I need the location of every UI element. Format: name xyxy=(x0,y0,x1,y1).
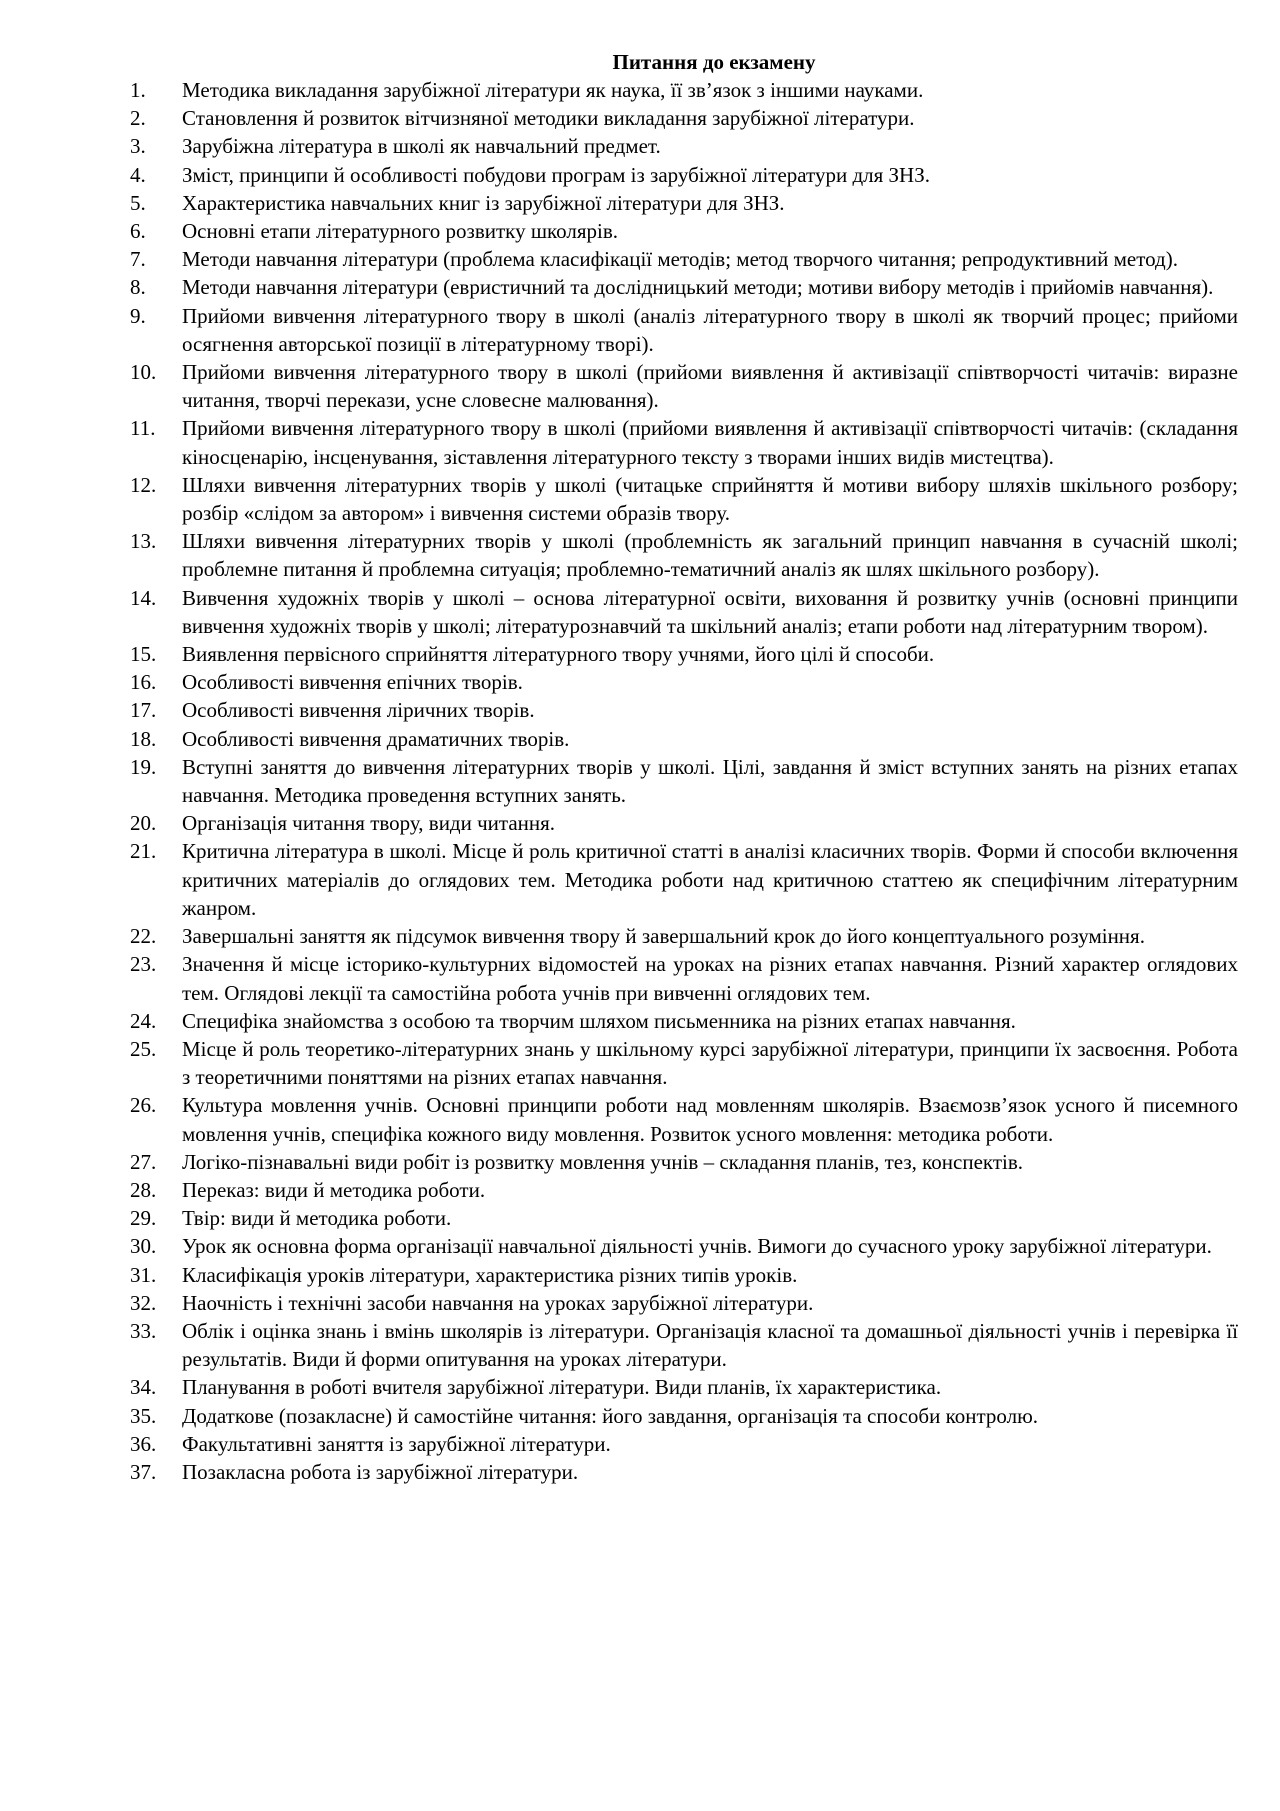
question-text: Виявлення первісного сприйняття літературного твору учнями, його цілі й способи. xyxy=(182,642,935,667)
question-text: Позакласна робота із зарубіжної літератури. xyxy=(182,1459,579,1484)
question-item xyxy=(130,189,1238,217)
question-text: Твір: види й методика роботи. xyxy=(182,1206,452,1231)
question-number: 35. xyxy=(130,1403,157,1428)
question-text: Методи навчання літератури (проблема класифікації методів; метод творчого читання; репродуктивний метод). xyxy=(182,247,1178,272)
question-item xyxy=(130,809,1238,837)
question-item xyxy=(130,1430,1238,1458)
question-number: 14. xyxy=(130,585,157,610)
question-number: 28. xyxy=(130,1177,157,1202)
question-number: 36. xyxy=(130,1431,157,1456)
question-number: 17. xyxy=(130,698,157,723)
question-text: Зарубіжна література в школі як навчальний предмет. xyxy=(182,134,661,159)
question-list xyxy=(130,76,1238,1486)
question-text: Методи навчання літератури (евристичний та дослідницький методи; мотиви вибору методів і прийомів навчання). xyxy=(182,275,1214,300)
question-text: Критична література в школі. Місце й роль критичної статті в аналізі класичних творів. Форми й способи включення критичних матеріалів до оглядових тем. Методика роботи над критичною статтею як специфічним літературним жанром. xyxy=(182,839,1238,920)
question-text: Планування в роботі вчителя зарубіжної літератури. Види планів, їх характеристика. xyxy=(182,1375,942,1400)
question-item xyxy=(130,696,1238,724)
question-item xyxy=(130,527,1238,583)
question-item xyxy=(130,1176,1238,1204)
question-text: Вступні заняття до вивчення літературних творів у школі. Цілі, завдання й зміст вступних занять на різних етапах навчання. Методика проведення вступних занять. xyxy=(182,754,1238,808)
question-number: 27. xyxy=(130,1149,157,1174)
question-item xyxy=(130,837,1238,922)
question-item xyxy=(130,1148,1238,1176)
question-number: 18. xyxy=(130,726,157,751)
question-text: Прийоми вивчення літературного твору в школі (аналіз літературного твору в школі як творчий процес; прийоми осягнення авторської позиції в літературному творі). xyxy=(182,303,1238,356)
question-number: 23. xyxy=(130,952,157,977)
question-text: Особливості вивчення ліричних творів. xyxy=(182,698,535,723)
question-text: Основні етапи літературного розвитку школярів. xyxy=(182,219,619,244)
question-number: 4. xyxy=(130,162,146,187)
question-item xyxy=(130,1317,1238,1373)
question-item xyxy=(130,640,1238,668)
question-number: 12. xyxy=(130,472,157,497)
question-number: 29. xyxy=(130,1206,157,1231)
document-page xyxy=(130,48,1238,1486)
question-number: 22. xyxy=(130,924,157,949)
question-number: 6. xyxy=(130,219,146,244)
question-text: Характеристика навчальних книг із зарубіжної літератури для ЗНЗ. xyxy=(182,190,785,215)
question-item xyxy=(130,1373,1238,1401)
question-item xyxy=(130,161,1238,189)
question-text: Переказ: види й методика роботи. xyxy=(182,1177,486,1202)
question-item xyxy=(130,1204,1238,1232)
question-number: 34. xyxy=(130,1375,157,1400)
question-text: Факультативні заняття із зарубіжної літератури. xyxy=(182,1431,611,1456)
question-item xyxy=(130,753,1238,809)
question-text: Місце й роль теоретико-літературних знань у шкільному курсі зарубіжної літератури, принципи їх засвоєння. Робота з теоретичними поняттями на різних етапах навчання. xyxy=(182,1036,1238,1090)
question-number: 24. xyxy=(130,1008,157,1033)
question-number: 20. xyxy=(130,811,157,836)
question-item xyxy=(130,76,1238,104)
question-text: Зміст, принципи й особливості побудови програм із зарубіжної літератури для ЗНЗ. xyxy=(182,162,930,187)
question-number: 21. xyxy=(130,839,157,864)
question-item xyxy=(130,358,1238,414)
question-item xyxy=(130,1261,1238,1289)
question-text: Особливості вивчення епічних творів. xyxy=(182,670,523,695)
question-number: 3. xyxy=(130,134,146,159)
question-item xyxy=(130,273,1238,301)
question-number: 1. xyxy=(130,78,146,102)
question-text: Становлення й розвиток вітчизняної методики викладання зарубіжної літератури. xyxy=(182,106,915,131)
question-item xyxy=(130,302,1238,358)
question-text: Завершальні заняття як підсумок вивчення твору й завершальний крок до його концептуального розуміння. xyxy=(182,924,1145,949)
question-text: Значення й місце історико-культурних відомостей на уроках на різних етапах навчання. Різний характер оглядових тем. Оглядові лекції та самостійна робота учнів при вивченні оглядових тем. xyxy=(182,952,1238,1005)
question-item xyxy=(130,668,1238,696)
question-item xyxy=(130,471,1238,527)
question-number: 2. xyxy=(130,106,146,131)
question-number: 9. xyxy=(130,303,146,328)
question-text: Особливості вивчення драматичних творів. xyxy=(182,726,570,751)
question-item xyxy=(130,1458,1238,1486)
question-text: Організація читання твору, види читання. xyxy=(182,811,556,836)
question-text: Логіко-пізнавальні види робіт із розвитку мовлення учнів – складання планів, тез, конспектів. xyxy=(182,1149,1023,1174)
question-text: Урок як основна форма організації навчальної діяльності учнів. Вимоги до сучасного уроку зарубіжної літератури. xyxy=(182,1234,1212,1259)
question-item xyxy=(130,922,1238,950)
question-number: 26. xyxy=(130,1093,157,1118)
question-item xyxy=(130,1035,1238,1091)
question-text: Вивчення художніх творів у школі – основа літературної освіти, виховання й розвитку учнів (основні принципи вивчення художніх творів у школі; літературознавчий та шкільний аналіз; етапи роботи над літературним твором). xyxy=(182,585,1238,638)
question-number: 8. xyxy=(130,275,146,300)
question-number: 32. xyxy=(130,1290,157,1315)
question-number: 11. xyxy=(130,416,156,441)
page-title: Питання до екзамену xyxy=(612,50,816,74)
question-item xyxy=(130,1289,1238,1317)
question-number: 31. xyxy=(130,1262,157,1287)
question-text: Прийоми вивчення літературного твору в школі (прийоми виявлення й активізації співтворчості читачів: виразне читання, творчі перекази, усне словесне малювання). xyxy=(182,360,1238,413)
question-item xyxy=(130,1402,1238,1430)
question-item xyxy=(130,132,1238,160)
question-text: Методика викладання зарубіжної літератури як наука, її зв’язок з іншими науками. xyxy=(182,78,924,102)
question-item xyxy=(130,1007,1238,1035)
question-item xyxy=(130,584,1238,640)
question-item xyxy=(130,1232,1238,1260)
question-text: Специфіка знайомства з особою та творчим шляхом письменника на різних етапах навчання. xyxy=(182,1008,1016,1033)
question-number: 19. xyxy=(130,754,157,779)
question-number: 33. xyxy=(130,1318,157,1343)
question-text: Класифікація уроків літератури, характеристика різних типів уроків. xyxy=(182,1262,798,1287)
question-number: 30. xyxy=(130,1234,157,1259)
question-item xyxy=(130,1091,1238,1147)
question-number: 13. xyxy=(130,529,157,554)
question-text: Облік і оцінка знань і вмінь школярів із літератури. Організація класної та домашньої діяльності учнів і перевірка її результатів. Види й форми опитування на уроках літератури. xyxy=(182,1318,1238,1372)
question-item xyxy=(130,217,1238,245)
question-number: 16. xyxy=(130,670,157,695)
question-item xyxy=(130,725,1238,753)
question-number: 7. xyxy=(130,247,146,272)
question-text: Шляхи вивчення літературних творів у школі (проблемність як загальний принцип навчання в сучасній школі; проблемне питання й проблемна ситуація; проблемно-тематичний аналіз як шлях шкільного розбору). xyxy=(182,529,1238,582)
question-item xyxy=(130,245,1238,273)
question-text: Додаткове (позакласне) й самостійне читання: його завдання, організація та способи контролю. xyxy=(182,1403,1039,1428)
question-item xyxy=(130,104,1238,132)
question-number: 5. xyxy=(130,190,146,215)
question-number: 25. xyxy=(130,1036,157,1061)
question-item xyxy=(130,950,1238,1006)
question-text: Культура мовлення учнів. Основні принципи роботи над мовленням школярів. Взаємозв’язок усного й писемного мовлення учнів, специфіка кожного виду мовлення. Розвиток усного мовлення: методика роботи. xyxy=(182,1093,1238,1146)
question-text: Наочність і технічні засоби навчання на уроках зарубіжної літератури. xyxy=(182,1290,814,1315)
question-text: Прийоми вивчення літературного твору в школі (прийоми виявлення й активізації співтворчості читачів: (складання кіносценарію, інсценування, зіставлення літературного тексту з творами інших видів мистецтва). xyxy=(182,416,1238,469)
question-item xyxy=(130,414,1238,470)
question-text: Шляхи вивчення літературних творів у школі (читацьке сприйняття й мотиви вибору шляхів шкільного розбору; розбір «слідом за автором» і вивчення системи образів твору. xyxy=(182,472,1238,526)
question-number: 15. xyxy=(130,642,157,667)
question-number: 37. xyxy=(130,1459,157,1484)
question-number: 10. xyxy=(130,360,157,385)
